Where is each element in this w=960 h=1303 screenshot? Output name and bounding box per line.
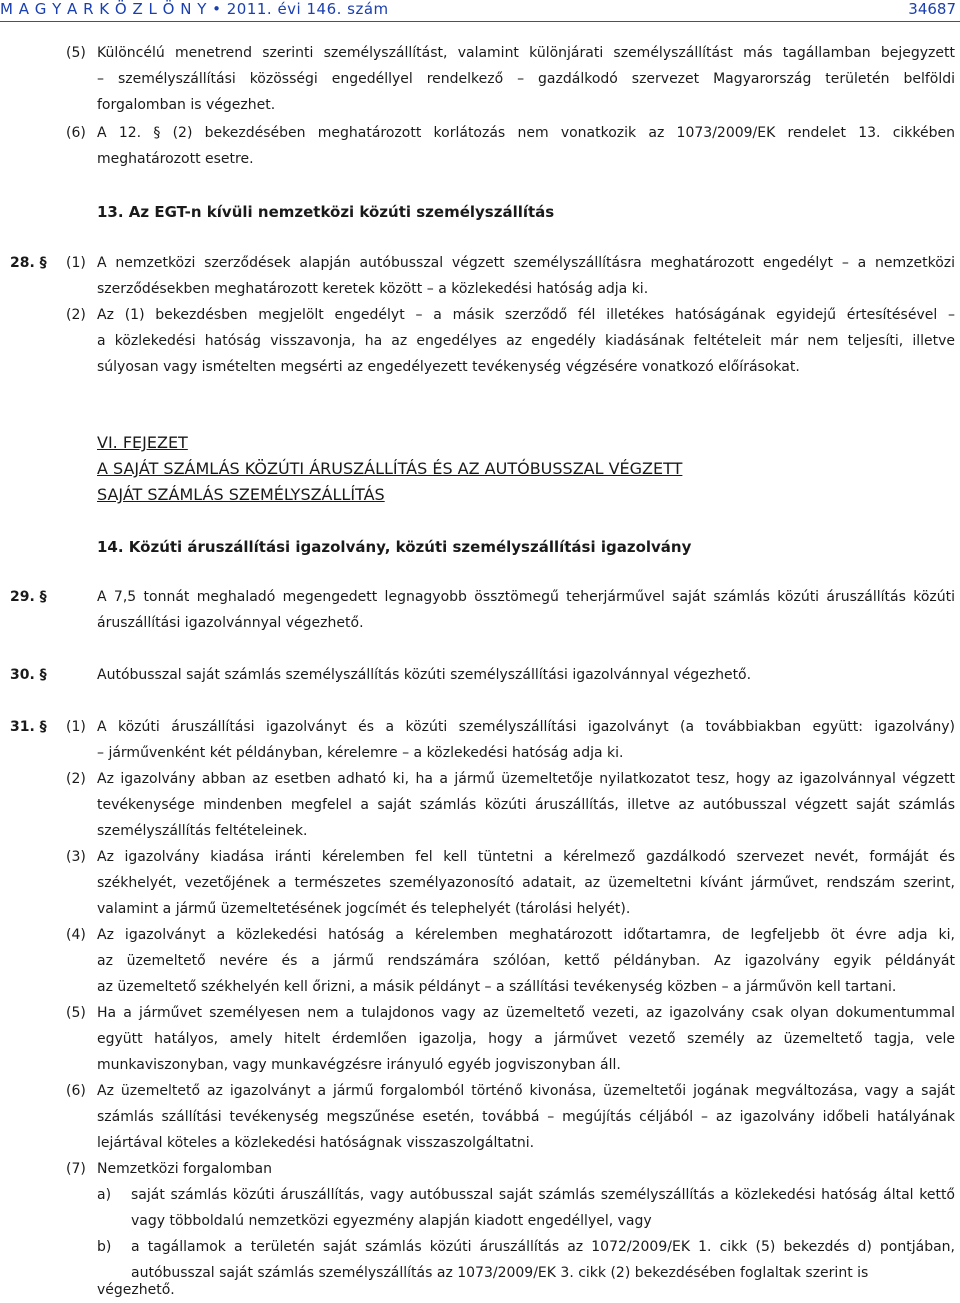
text-line: székhelyét, vezetőjének a természetes személyazonosító adatait, az üzemeltetni kívánt járművet, rendszám szerint, (97, 875, 955, 891)
text-line: szerződésekben meghatározott keretek között – a közlekedési hatóság adja ki. (97, 281, 649, 297)
section-number: 28. § (10, 255, 47, 271)
text-line: súlyosan vagy ismételten megsérti az engedélyezett tevékenység végzésére vonatkozó előírásokat. (97, 359, 800, 375)
text-line: Nemzetközi forgalomban (97, 1161, 272, 1177)
text-line: – járművenként két példányban, kérelemre – a közlekedési hatóság adja ki. (97, 745, 624, 761)
text-line: Az igazolványt a közlekedési hatóság a kérelemben meghatározott időtartamra, de legfeljebb öt évre adja ki, (97, 927, 955, 943)
chapter-title-line: SAJÁT SZÁMLÁS SZEMÉLYSZÁLLÍTÁS (97, 485, 385, 504)
list-item-text (131, 1234, 955, 1286)
paragraph-text (97, 662, 955, 688)
running-header-title: M A G Y A R K Ö Z L Ö N Y • 2011. évi 146. szám (0, 0, 389, 18)
text-line: végezhető. (97, 1282, 175, 1298)
paragraph-text (97, 1078, 955, 1156)
paragraph-text (97, 584, 955, 636)
list-marker: b) (97, 1239, 112, 1255)
paragraph-text (97, 766, 955, 844)
text-line: – személyszállítási közösségi engedéllyel rendelkező – gazdálkodó szervezet Magyarország területén belföldi (97, 71, 955, 87)
text-line: Ha a járművet személyesen nem a tulajdonos vagy az üzemeltető vezeti, az igazolvány csak olyan dokumentummal (97, 1005, 955, 1021)
text-line: munkaviszonyban, vagy munkavégzésre irányuló egyéb jogviszonyban áll. (97, 1057, 621, 1073)
text-line: Az igazolvány kiadása iránti kérelemben fel kell tüntetni a kérelmező gazdálkodó szervezet nevét, formáját és (97, 849, 955, 865)
section-number: 30. § (10, 667, 47, 683)
text-line: együtt hatályos, amely hitelt érdemlően igazolja, hogy a járművet vezető személy az üzemeltető tagja, vele (97, 1031, 955, 1047)
text-line: Az igazolvány abban az esetben adható ki, ha a jármű üzemeltetője nyilatkozatot tesz, hogy az igazolvánnyal végzett (97, 771, 955, 787)
section-number: 29. § (10, 589, 47, 605)
paragraph-text (97, 714, 955, 766)
paragraph-number: (7) (66, 1161, 86, 1177)
paragraph-text (97, 120, 955, 172)
text-line: vagy többoldalú nemzetközi egyezmény alapján kiadott engedéllyel, vagy (131, 1213, 652, 1229)
text-line: A közúti áruszállítási igazolványt és a közúti személyszállítási igazolványt (a továbbiakban együtt: igazolvány) (97, 719, 955, 735)
paragraph-number: (2) (66, 771, 86, 787)
paragraph-number: (5) (66, 45, 86, 61)
section-title: 13. Az EGT-n kívüli nemzetközi közúti személyszállítás (97, 203, 555, 221)
paragraph-number: (2) (66, 307, 86, 323)
header-rule (0, 21, 960, 22)
list-item-text (131, 1182, 955, 1234)
text-line: személyszállítás feltételeinek. (97, 823, 308, 839)
text-line: A nemzetközi szerződések alapján autóbusszal végzett személyszállításra meghatározott engedélyt – a nemzetközi (97, 255, 955, 271)
section-title: 14. Közúti áruszállítási igazolvány, közúti személyszállítási igazolvány (97, 538, 692, 556)
text-line: meghatározott esetre. (97, 151, 254, 167)
paragraph-number: (1) (66, 255, 86, 271)
text-line: autóbusszal saját számlás személyszállítás az 1073/2009/EK 3. cikk (2) bekezdésében foglaltak szerint is (131, 1265, 869, 1281)
text-line: A 7,5 tonnát meghaladó megengedett legnagyobb össztömegű teherjárművel saját számlás közúti áruszállítás közúti (97, 589, 955, 605)
paragraph-text (97, 844, 955, 922)
text-line: A 12. § (2) bekezdésében meghatározott korlátozás nem vonatkozik az 1073/2009/EK rendelet 13. cikkében (97, 125, 955, 141)
text-line: Különcélú menetrend szerinti személyszállítást, valamint különjárati személyszállítást más tagállamban bejegyzett (97, 45, 955, 61)
paragraph-text (97, 302, 955, 380)
text-line: forgalomban is végezhet. (97, 97, 276, 113)
chapter-number-text: VI. FEJEZET (97, 433, 188, 452)
section-number: 31. § (10, 719, 47, 735)
paragraph-text (97, 1156, 955, 1182)
text-line: Az üzemeltető az igazolványt a jármű forgalomból történő kivonása, üzemeltetői jogának megváltozása, vagy a saját (97, 1083, 955, 1099)
page-number: 34687 (908, 0, 956, 18)
list-marker: a) (97, 1187, 112, 1203)
paragraph-text (97, 250, 955, 302)
chapter-number (97, 430, 188, 456)
text-line: tevékenysége mindenben megfelel a saját számlás közúti áruszállítás, illetve az autóbusszal végzett saját számlás (97, 797, 955, 813)
text-line: valamint a jármű üzemeltetésének jogcímét és telephelyét (tárolási helyét). (97, 901, 631, 917)
text-line: Autóbusszal saját számlás személyszállítás közúti személyszállítási igazolvánnyal végezhető. (97, 667, 752, 683)
paragraph-number: (5) (66, 1005, 86, 1021)
text-line: saját számlás közúti áruszállítás, vagy autóbusszal saját számlás személyszállítás a közlekedési hatóság által kettő (131, 1187, 955, 1203)
paragraph-text (97, 40, 955, 118)
text-line: az üzemeltető nevére és a jármű rendszámára szólóan, kettő példányban. Az igazolvány egyik példányát (97, 953, 955, 969)
paragraph-number: (1) (66, 719, 86, 735)
paragraph-number: (3) (66, 849, 86, 865)
text-line: számlás szállítási tevékenység megszűnése esetén, továbbá – megújítás céljából – az igazolvány időbeli hatályának (97, 1109, 955, 1125)
chapter-title (97, 456, 682, 508)
paragraph-number: (4) (66, 927, 86, 943)
text-line: lejártával köteles a közlekedési hatóságnak visszaszolgáltatni. (97, 1135, 535, 1151)
paragraph-text (97, 922, 955, 1000)
paragraph-number: (6) (66, 125, 86, 141)
paragraph-text (97, 1000, 955, 1078)
text-line: a közlekedési hatóság visszavonja, ha az engedélyes az engedély kiadásának feltételeit már nem teljesíti, illetve (97, 333, 955, 349)
paragraph-number: (6) (66, 1083, 86, 1099)
text-line: az üzemeltető székhelyén kell őrizni, a másik példányt – a szállítási tevékenység közben – a járművön kell tartani. (97, 979, 897, 995)
text-line: áruszállítási igazolvánnyal végezhető. (97, 615, 364, 631)
text-line: a tagállamok a területén saját számlás közúti áruszállítás az 1072/2009/EK 1. cikk (5) bekezdés d) pontjában, (131, 1239, 955, 1255)
chapter-title-line: A SAJÁT SZÁMLÁS KÖZÚTI ÁRUSZÁLLÍTÁS ÉS AZ AUTÓBUSSZAL VÉGZETT (97, 459, 683, 478)
text-line: Az (1) bekezdésben megjelölt engedélyt – a másik szerződő fél illetékes hatóságának egyidejű értesítésével – (97, 307, 955, 323)
